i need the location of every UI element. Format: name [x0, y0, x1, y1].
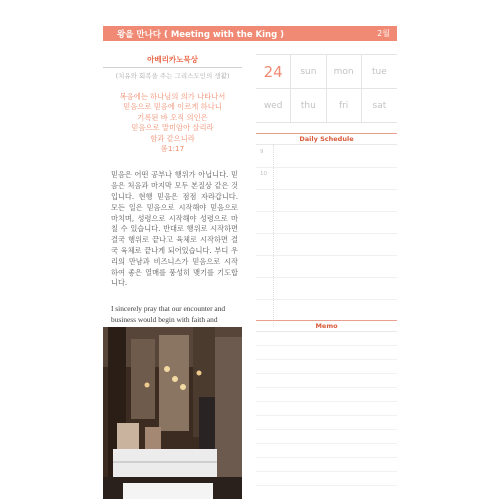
- page-title: 왕을 만나다 ( Meeting with the King ): [117, 29, 285, 40]
- restaurant-photo-image: [103, 327, 242, 499]
- memo-line: [256, 332, 397, 346]
- memo-label: Memo: [256, 320, 397, 332]
- day-fri[interactable]: fri: [327, 89, 362, 123]
- memo-line: [256, 444, 397, 458]
- verse-line: 기록된 바 오직 의인은: [137, 112, 208, 122]
- schedule-line: [256, 233, 397, 234]
- verse-line: 믿음으로 믿음에 이르게 하나니: [123, 102, 222, 112]
- memo-line: [256, 374, 397, 388]
- memo-line: [256, 458, 397, 472]
- memo-area[interactable]: [256, 332, 397, 499]
- verse-line: 함과 같으니라: [150, 133, 195, 143]
- daily-schedule-area[interactable]: [256, 145, 397, 327]
- day-mon[interactable]: mon: [327, 55, 362, 89]
- memo-line: [256, 360, 397, 374]
- memo-line: [256, 388, 397, 402]
- devotion-divider: [103, 67, 242, 68]
- devotion-subtitle: (치유와 회복을 주는 그리스도인의 생활): [115, 72, 230, 80]
- restaurant-photo: [103, 327, 242, 499]
- memo-line: [256, 346, 397, 360]
- day-thu[interactable]: thu: [291, 89, 326, 123]
- verse-reference: 롬1:17: [160, 144, 185, 154]
- time-label: 9: [260, 149, 264, 155]
- daily-schedule-label: Daily Schedule: [256, 133, 397, 145]
- verse-line: 믿음으로 말미암아 살리라: [131, 123, 214, 133]
- verse-line: 복음에는 하나님의 의가 나타나서: [119, 92, 226, 101]
- devotion-body-english: I sincerely pray that our encounter and business would begin with faith and: [111, 304, 226, 325]
- time-label: 10: [260, 171, 267, 177]
- memo-line: [256, 430, 397, 444]
- schedule-line: [256, 167, 397, 168]
- day-tue[interactable]: tue: [362, 55, 397, 89]
- day-sun[interactable]: sun: [291, 55, 326, 89]
- schedule-line: [256, 189, 397, 190]
- devotion-title: 아베리카노묵상: [147, 55, 198, 64]
- planner-column: [256, 54, 397, 327]
- schedule-line: [256, 255, 397, 256]
- page-header: [103, 26, 397, 41]
- memo-line: [256, 472, 397, 486]
- day-wed[interactable]: wed: [256, 89, 291, 123]
- schedule-line: [256, 277, 397, 278]
- week-calendar: [256, 54, 397, 123]
- memo-line: [256, 402, 397, 416]
- schedule-line: [256, 211, 397, 212]
- devotion-column: [103, 54, 242, 336]
- schedule-line: [256, 299, 397, 300]
- memo-line: [256, 416, 397, 430]
- today-date[interactable]: 24: [256, 55, 291, 89]
- day-sat[interactable]: sat: [362, 89, 397, 123]
- bible-verse: [103, 92, 242, 154]
- month-label: 2월: [377, 29, 390, 38]
- devotion-body-korean: 믿음은 어떤 공부나 행위가 아닙니다. 믿음은 처음과 마지막 모두 본질상 같은 것입니다. 현행 믿음은 점점 자라갑니다. 모든 일은 믿음으로 시작해야 믿음으로 마치며, 성령으로 시작해야 성령으로 마칠 수 있습니다. 반대로 행위로 시작하면 결국 행위로 끝나고 육체로 시작하면 결국 육체로 끝나게 되어있습니다. 부디 우리의 만남과 비즈니스가 믿음으로 시작하여 좋은 열매를 풍성히 맺기를 기도합니다.: [111, 170, 238, 288]
